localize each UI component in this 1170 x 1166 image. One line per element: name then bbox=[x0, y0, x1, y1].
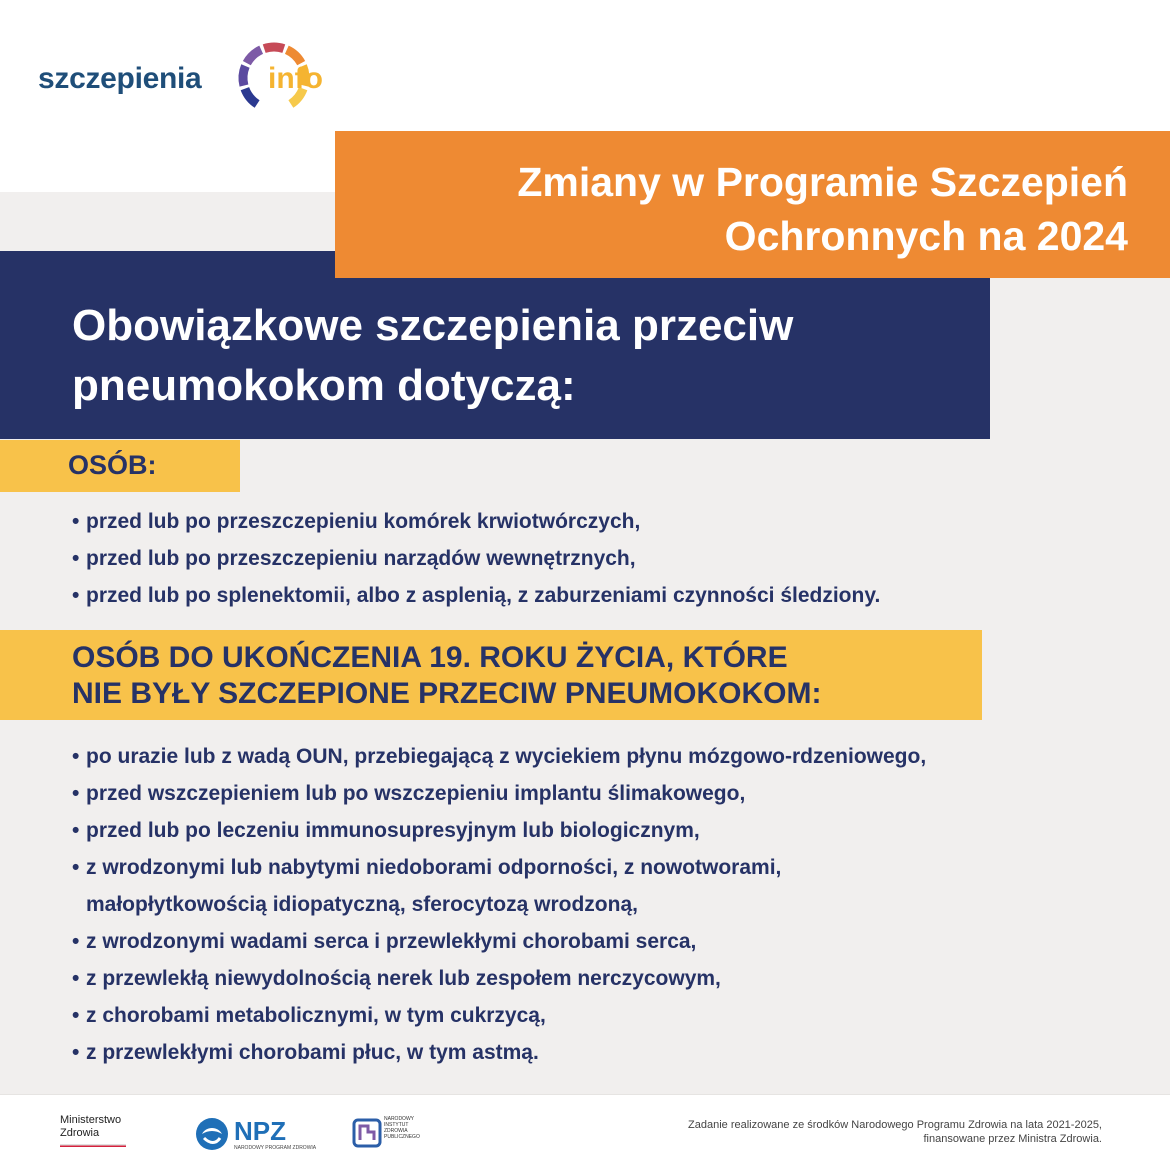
page-title bbox=[72, 296, 972, 416]
nizp-mark-icon bbox=[352, 1118, 382, 1148]
list-item: • po urazie lub z wadą OUN, przebiegającą z wyciekiem płynu mózgowo-rdzeniowego, bbox=[72, 745, 927, 768]
list-item: • z przewlekłymi chorobami płuc, w tym astmą. bbox=[72, 1041, 539, 1064]
npz-logo[interactable]: NPZ NARODOWY PROGRAM ZDROWIA bbox=[194, 1114, 304, 1154]
szczepienia-info-logo[interactable] bbox=[38, 38, 338, 118]
list-item: • przed lub po splenektomii, albo z asplenią, z zaburzeniami czynności śledziony. bbox=[72, 584, 881, 607]
logo-suffix: info bbox=[268, 62, 323, 95]
ministry-logo[interactable]: Ministerstwo Zdrowia bbox=[60, 1114, 140, 1147]
section-2-label-line-1: OSÓB DO UKOŃCZENIA 19. ROKU ŻYCIA, KTÓRE bbox=[72, 641, 788, 674]
list-item: • z przewlekłą niewydolnością nerek lub zespołem nerczycowym, bbox=[72, 967, 721, 990]
funding-note: Zadanie realizowane ze środków Narodowego Programu Zdrowia na lata 2021-2025, finansowane przez Ministra Zdrowia. bbox=[688, 1119, 1102, 1145]
nizp-logo[interactable]: NARODOWY INSTYTUT ZDROWIA PUBLICZNEGO bbox=[352, 1116, 432, 1152]
section-1-list bbox=[72, 503, 880, 614]
section-2-label-line-2: NIE BYŁY SZCZEPIONE PRZECIW PNEUMOKOKOM: bbox=[72, 677, 822, 710]
logo-word: szczepienia bbox=[38, 62, 202, 95]
header-line-2: Ochronnych na 2024 bbox=[724, 213, 1128, 259]
logo-ring-segment bbox=[247, 50, 261, 63]
list-item: • przed wszczepieniem lub po wszczepieniu implantu ślimakowego, bbox=[72, 782, 746, 805]
header-banner bbox=[335, 131, 1170, 278]
list-item: • z chorobami metabolicznymi, w tym cukrzycą, bbox=[72, 1004, 546, 1027]
list-item: • z wrodzonymi lub nabytymi niedoborami odporności, z nowotworami, bbox=[72, 856, 782, 879]
section-1-label: OSÓB: bbox=[0, 440, 240, 492]
list-item: • przed lub po leczeniu immunosupresyjnym lub biologicznym, bbox=[72, 819, 700, 842]
title-line-2: pneumokokom dotyczą: bbox=[72, 361, 576, 410]
title-line-1: Obowiązkowe szczepienia przeciw bbox=[72, 301, 794, 350]
flag-stripe bbox=[60, 1144, 126, 1147]
section-2-label bbox=[0, 630, 982, 720]
list-item-continuation: małopłytkowością idiopatyczną, sferocytozą wrodzoną, bbox=[86, 893, 638, 916]
list-item: • przed lub po przeszczepieniu komórek krwiotwórczych, bbox=[72, 510, 641, 533]
list-item: • przed lub po przeszczepieniu narządów wewnętrznych, bbox=[72, 547, 636, 570]
npz-heart-icon bbox=[194, 1116, 230, 1152]
header-line-1: Zmiany w Programie Szczepień bbox=[517, 159, 1128, 205]
logo-ring-segment bbox=[243, 66, 245, 86]
footer-divider bbox=[0, 1094, 1170, 1095]
logo-ring-segment bbox=[264, 47, 284, 49]
section-2-list bbox=[72, 738, 926, 1071]
list-item: • z wrodzonymi wadami serca i przewlekłymi chorobami serca, bbox=[72, 930, 697, 953]
logo-ring-segment bbox=[245, 89, 257, 104]
